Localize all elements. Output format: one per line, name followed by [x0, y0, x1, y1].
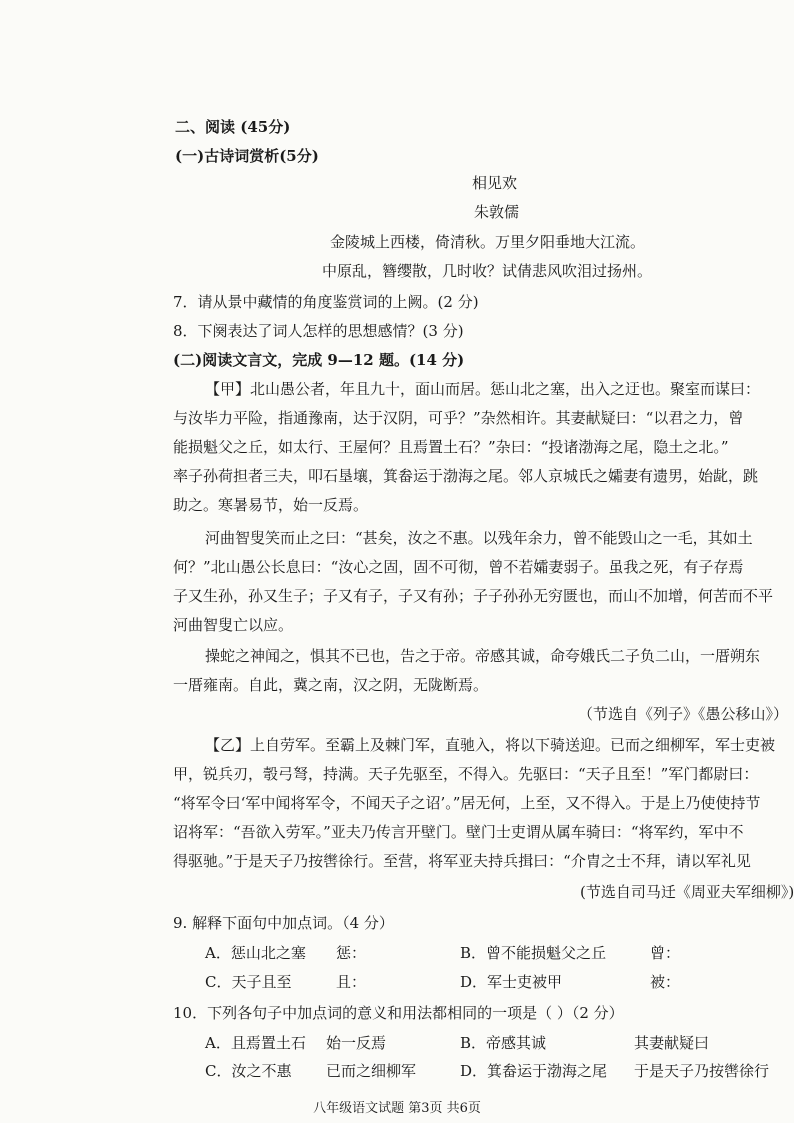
- yi-line: 甲，锐兵刃，彀弓弩，持满。天子先驱至，不得入。先驱曰：“天子且至！”军门都尉曰：: [173, 765, 759, 783]
- jia-source: （节选自《列子》《愚公移山》）: [578, 705, 789, 723]
- jia-line: 【甲】北山愚公者，年且九十，面山而居。惩山北之塞，出入之迂也。聚室而谋曰：: [205, 380, 761, 398]
- q9-option-c: C．天子且至: [205, 973, 292, 991]
- q9-option-b: B．曾不能损魁父之丘: [460, 944, 607, 962]
- question-9: 9. 解释下面句中加点词。（4 分）: [173, 914, 394, 932]
- jia-line: 河曲智叟亡以应。: [173, 616, 294, 634]
- jia-line: 一厝雍南。自此，冀之南，汉之阴，无陇断焉。: [173, 676, 489, 694]
- q9-option-a-word: 惩：: [336, 944, 367, 962]
- yi-line: 【乙】上自劳军。至霸上及棘门军，直驰入，将以下骑送迎。已而之细柳军，军士吏被: [205, 736, 776, 754]
- yi-line: 得驱驰。”于是天子乃按辔徐行。至营，将军亚夫持兵揖曰：“介胄之士不拜，请以军礼见: [173, 852, 751, 870]
- page-footer: 八年级语文试题 第3页 共6页: [313, 1101, 481, 1116]
- q9-option-d: D．军士吏被甲: [460, 973, 563, 991]
- jia-line: 助之。寒暑易节，始一反焉。: [173, 496, 369, 514]
- question-8: 8．下阕表达了词人怎样的思想感情？(3 分): [173, 322, 464, 340]
- yi-source: (节选自司马迁《周亚夫军细柳》): [580, 883, 794, 901]
- jia-line: 与汝毕力平险，指通豫南，达于汉阴，可乎？”杂然相许。其妻献疑曰：“以君之力，曾: [173, 409, 744, 427]
- section-title: 二、阅读 (45分): [175, 118, 291, 136]
- q10-option-a: A．且焉置土石: [205, 1034, 306, 1052]
- yi-line: 诏将军：“吾欲入劳军。”亚夫乃传言开壁门。壁门士吏谓从属车骑曰：“将军约，军中不: [173, 823, 744, 841]
- q10-option-b-2: 其妻献疑曰: [634, 1034, 710, 1052]
- question-10: 10．下列各句子中加点词的意义和用法都相同的一项是（ ）（2 分）: [173, 1004, 624, 1022]
- poem-line-2: 中原乱，簪缨散，几时收？试倩悲风吹泪过扬州。: [322, 262, 653, 280]
- q10-option-c: C．汝之不惠: [205, 1062, 292, 1080]
- q9-option-c-word: 且：: [336, 973, 367, 991]
- poem-line-1: 金陵城上西楼，倚清秋。万里夕阳垂地大江流。: [330, 233, 646, 251]
- q10-option-b: B．帝感其诚: [460, 1034, 547, 1052]
- q10-option-a-2: 始一反焉: [326, 1034, 387, 1052]
- jia-line: 河曲智叟笑而止之曰：“甚矣，汝之不惠。以残年余力，曾不能毁山之一毛，其如土: [205, 529, 753, 547]
- jia-line: 率子孙荷担者三夫，叩石垦壤，箕畚运于渤海之尾。邻人京城氏之孀妻有遗男，始龀，跳: [173, 467, 759, 485]
- q9-option-b-word: 曾：: [650, 944, 681, 962]
- q10-option-c-2: 已而之细柳军: [326, 1062, 417, 1080]
- jia-line: 何？”北山愚公长息曰：“汝心之固，固不可彻，曾不若孀妻弱子。虽我之死，有子存焉: [173, 558, 744, 576]
- poem-title: 相见欢: [472, 174, 518, 192]
- q10-option-d: D．箕畚运于渤海之尾: [460, 1062, 608, 1080]
- q9-option-a: A．惩山北之塞: [205, 944, 306, 962]
- q9-option-d-word: 被：: [650, 973, 681, 991]
- part2-heading: (二)阅读文言文，完成 9—12 题。(14 分): [173, 351, 465, 369]
- poem-author: 朱敦儒: [474, 203, 520, 221]
- jia-line: 能损魁父之丘，如太行、王屋何？且焉置土石？”杂曰：“投诸渤海之尾，隐土之北。”: [173, 438, 729, 456]
- q10-option-d-2: 于是天子乃按辔徐行: [634, 1062, 770, 1080]
- part1-heading: (一)古诗词赏析(5分): [175, 147, 319, 165]
- yi-line: “将军令曰‘军中闻将军令，不闻天子之诏’。”居无何，上至，又不得入。于是上乃使使持节: [173, 794, 761, 812]
- jia-line: 子又生孙，孙又生子；子又有子，子又有孙；子子孙孙无穷匮也，而山不加增，何苦而不平: [173, 587, 774, 605]
- question-7: 7．请从景中藏情的角度鉴赏词的上阙。(2 分): [173, 293, 479, 311]
- jia-line: 操蛇之神闻之，惧其不已也，告之于帝。帝感其诚，命夸娥氏二子负二山，一厝朔东: [205, 647, 761, 665]
